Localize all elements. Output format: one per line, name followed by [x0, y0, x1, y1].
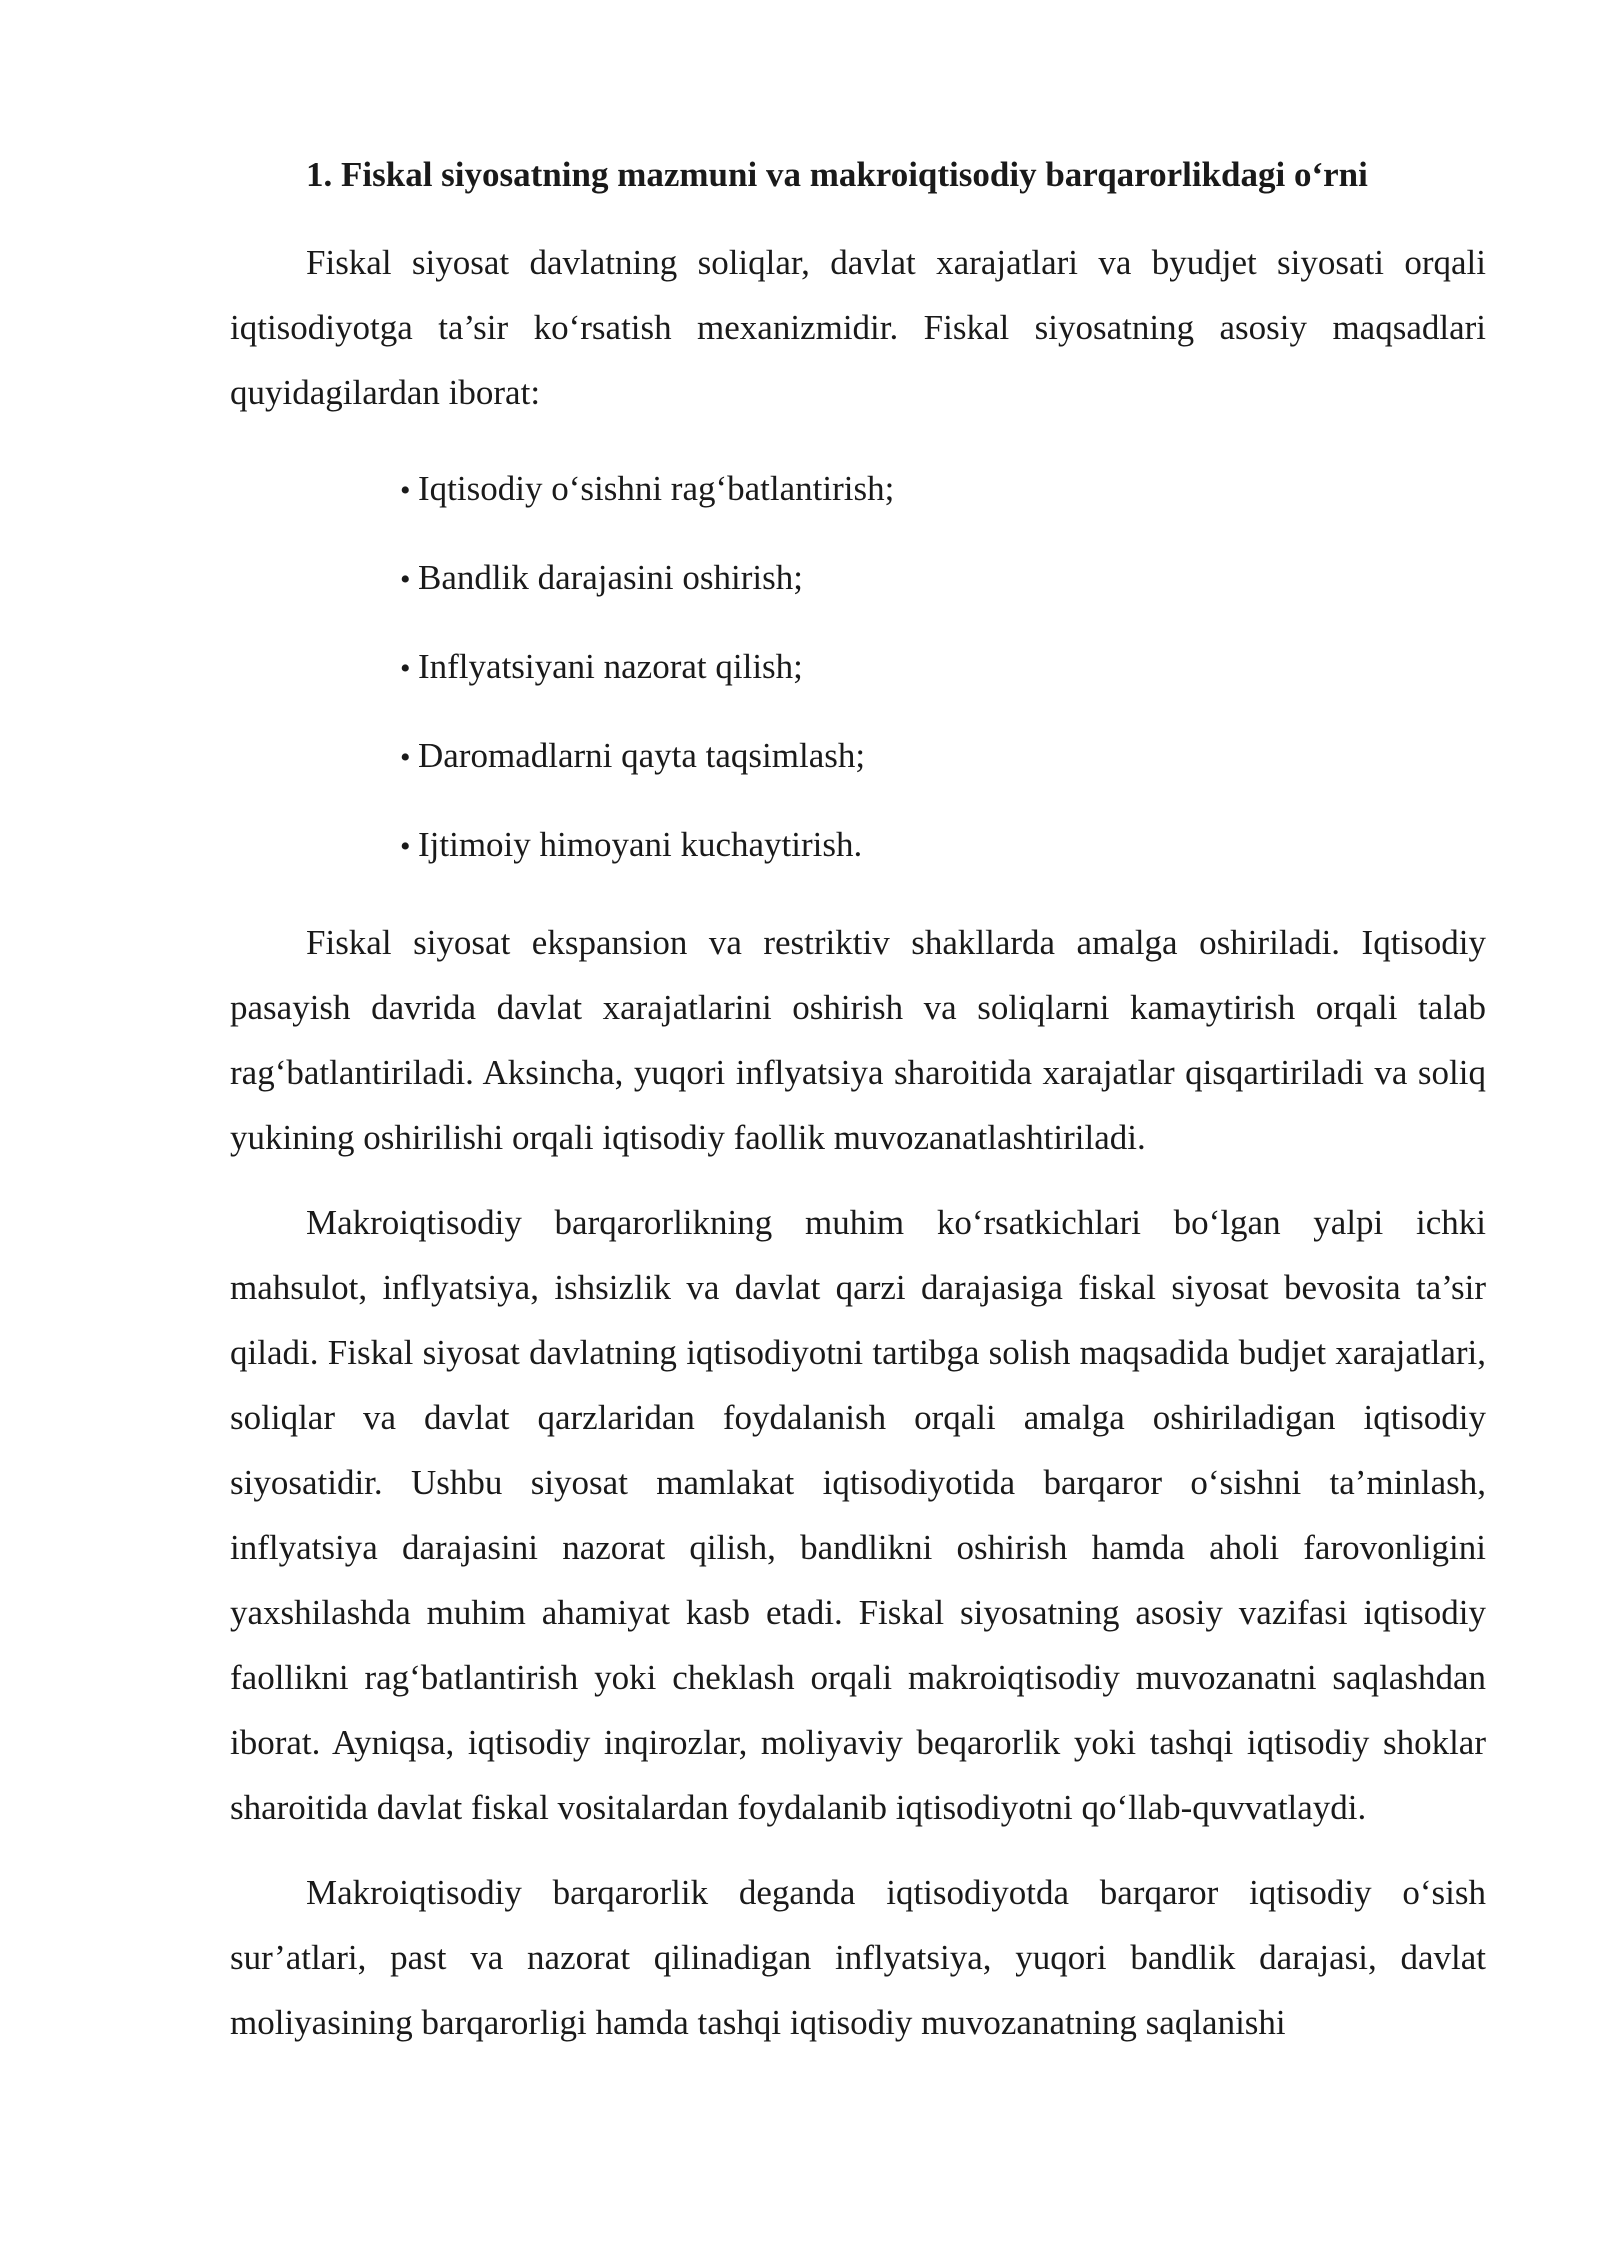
intro-paragraph: Fiskal siyosat davlatning soliqlar, davlat xarajatlari va byudjet siyosati orqali iqtisodiyotga ta’sir ko‘rsatish mexanizmidir. Fiskal siyosatning asosiy maqsadlari quyidagilardan iborat: — [230, 243, 1486, 412]
list-item — [400, 623, 1486, 712]
bullet-icon: • — [400, 652, 411, 685]
document-body — [230, 150, 1486, 2055]
list-item-text: Iqtisodiy o‘sishni rag‘batlantirish; — [418, 469, 895, 508]
section-heading: 1. Fiskal siyosatning mazmuni va makroiqtisodiy barqarorlikdagi o‘rni — [306, 155, 1368, 194]
list-item-text: Bandlik darajasini oshirish; — [418, 558, 803, 597]
list-item — [400, 534, 1486, 623]
goals-list — [230, 445, 1486, 890]
bullet-icon: • — [400, 474, 411, 507]
list-item-text: Daromadlarni qayta taqsimlash; — [418, 736, 866, 775]
list-item-text: Ijtimoiy himoyani kuchaytirish. — [418, 825, 863, 864]
body-paragraph: Makroiqtisodiy barqarorlikning muhim ko‘rsatkichlari bo‘lgan yalpi ichki mahsulot, inflyatsiya, ishsizlik va davlat qarzi darajasiga fiskal siyosat bevosita ta’sir qiladi. Fiskal siyosat davlatning iqtisodiyotni tartibga solish maqsadida budjet xarajatlari, soliqlar va davlat qarzlaridan foydalanish orqali amalga oshiriladigan iqtisodiy siyosatidir. Ushbu siyosat mamlakat iqtisodiyotida barqaror o‘sishni ta’minlash, inflyatsiya darajasini nazorat qilish, bandlikni oshirish hamda aholi farovonligini yaxshilashda muhim ahamiyat kasb etadi. Fiskal siyosatning asosiy vazifasi iqtisodiy faollikni rag‘batlantirish yoki cheklash orqali makroiqtisodiy muvozanatni saqlashdan iborat. Ayniqsa, iqtisodiy inqirozlar, moliyaviy beqarorlik yoki tashqi iqtisodiy shoklar sharoitida davlat fiskal vositalardan foydalanib iqtisodiyotni qo‘llab-quvvatlaydi. — [230, 1203, 1486, 1827]
list-item — [400, 712, 1486, 801]
body-paragraph: Fiskal siyosat ekspansion va restriktiv shakllarda amalga oshiriladi. Iqtisodiy pasayish davrida davlat xarajatlarini oshirish va soliqlarni kamaytirish orqali talab rag‘batlantiriladi. Aksincha, yuqori inflyatsiya sharoitida xarajatlar qisqartiriladi va soliq yukining oshirilishi orqali iqtisodiy faollik muvozanatlashtiriladi. — [230, 923, 1486, 1157]
body-paragraph: Makroiqtisodiy barqarorlik deganda iqtisodiyotda barqaror iqtisodiy o‘sish sur’atlari, past va nazorat qilinadigan inflyatsiya, yuqori bandlik darajasi, davlat moliyasining barqarorligi hamda tashqi iqtisodiy muvozanatning saqlanishi — [230, 1873, 1486, 2042]
list-item-text: Inflyatsiyani nazorat qilish; — [418, 647, 803, 686]
bullet-icon: • — [400, 741, 411, 774]
bullet-icon: • — [400, 830, 411, 863]
list-item — [400, 445, 1486, 534]
list-item — [400, 801, 1486, 890]
bullet-icon: • — [400, 563, 411, 596]
